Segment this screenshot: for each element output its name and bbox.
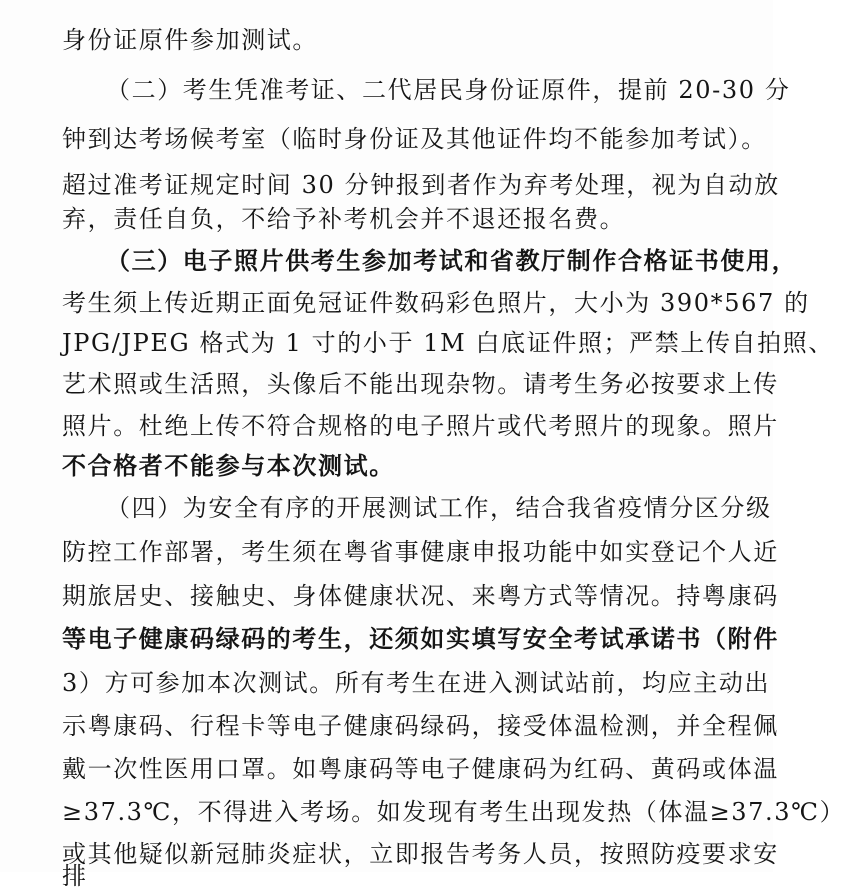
text-line-2: （二）考生凭准考证、二代居民身份证原件，提前 20-30 分 (106, 76, 791, 104)
text-line-1: 身份证原件参加测试。 (62, 26, 318, 54)
text-line-20: 或其他疑似新冠肺炎症状，立即报告考务人员，按照防疫要求安 (62, 840, 779, 868)
text-line-7: 考生须上传近期正面免冠证件数码彩色照片，大小为 390*567 的 (62, 289, 810, 317)
text-line-10: 照片。杜绝上传不符合规格的电子照片或代考照片的现象。照片 (62, 412, 779, 440)
text-line-12: （四）为安全有序的开展测试工作，结合我省疫情分区分级 (106, 494, 772, 522)
text-line-21-cutoff: 排 (62, 862, 88, 890)
text-line-11: 不合格者不能参与本次测试。 (62, 451, 395, 480)
text-line-5: 弃，责任自负，不给予补考机会并不退还报名费。 (62, 205, 626, 233)
text-line-14: 期旅居史、接触史、身体健康状况、来粤方式等情况。持粤康码 (62, 582, 779, 610)
text-line-4: 超过准考证规定时间 30 分钟报到者作为弃考处理，视为自动放 (62, 171, 780, 199)
text-line-13: 防控工作部署，考生须在粤省事健康申报功能中如实登记个人近 (62, 538, 779, 566)
text-line-6: （三）电子照片供考生参加考试和省教厅制作合格证书使用， (106, 246, 798, 275)
text-line-3: 钟到达考场候考室（临时身份证及其他证件均不能参加考试）。 (62, 125, 767, 153)
text-line-17: 示粤康码、行程卡等电子健康码绿码，接受体温检测，并全程佩 (62, 712, 779, 740)
text-line-8: JPG/JPEG 格式为 1 寸的小于 1M 白底证件照；严禁上传自拍照、 (62, 329, 834, 357)
text-line-9: 艺术照或生活照，头像后不能出现杂物。请考生务必按要求上传 (62, 370, 779, 398)
text-line-15: 等电子健康码绿码的考生，还须如实填写安全考试承诺书（附件 (62, 624, 779, 653)
text-line-18: 戴一次性医用口罩。如粤康码等电子健康码为红码、黄码或体温 (62, 755, 779, 783)
text-line-16: 3）方可参加本次测试。所有考生在进入测试站前，均应主动出 (62, 669, 771, 697)
text-line-19: ≥37.3℃，不得进入考场。如发现有考生出现发热（体温≥37.3℃） (62, 798, 845, 826)
